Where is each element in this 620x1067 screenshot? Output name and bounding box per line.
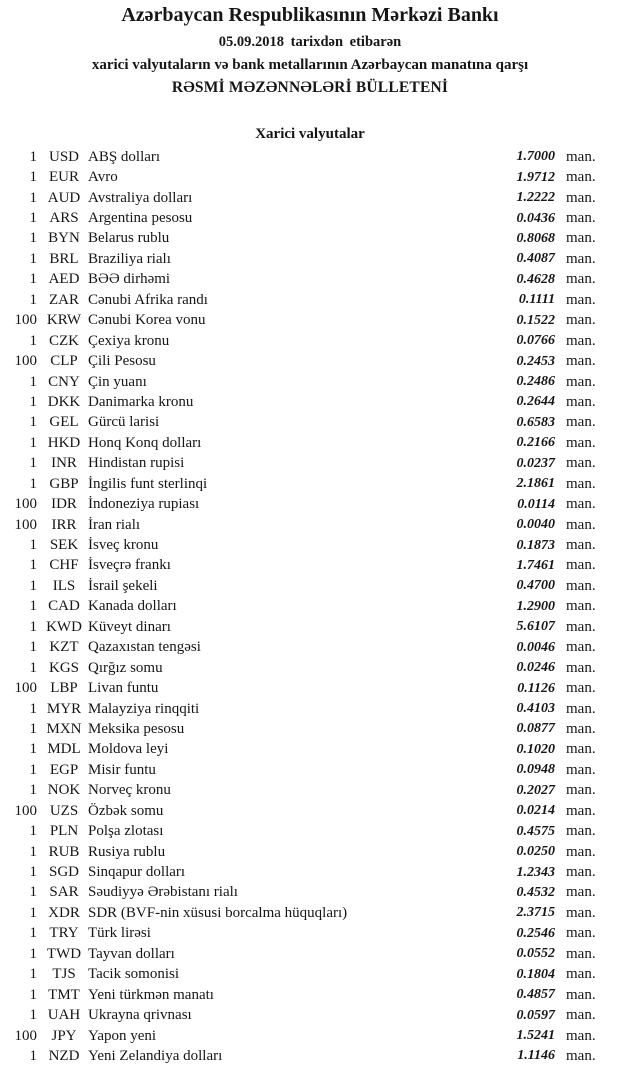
- unit-label: man.: [566, 782, 596, 799]
- currency-quantity: 1: [29, 332, 37, 349]
- rate-row: [0, 494, 620, 514]
- currency-name: Misir funtu: [88, 761, 156, 778]
- currency-code: BRL: [49, 250, 79, 267]
- currency-code: PLN: [49, 823, 79, 840]
- unit-label: man.: [566, 802, 596, 819]
- unit-label: man.: [566, 291, 596, 308]
- unit-label: man.: [566, 925, 596, 942]
- exchange-rate: 0.6583: [516, 414, 555, 430]
- currency-quantity: 1: [29, 659, 37, 676]
- currency-name: İran rialı: [88, 516, 141, 533]
- unit-label: man.: [566, 720, 596, 737]
- currency-quantity: 1: [29, 455, 37, 472]
- currency-quantity: 100: [14, 496, 37, 513]
- currency-code: MXN: [46, 720, 82, 737]
- rate-row: [0, 1005, 620, 1025]
- unit-label: man.: [566, 966, 596, 983]
- rate-row: [0, 249, 620, 269]
- rate-row: [0, 1026, 620, 1046]
- currency-quantity: 1: [29, 414, 37, 431]
- exchange-rate: 0.4575: [516, 823, 555, 839]
- currency-code: IRR: [51, 516, 77, 533]
- rates-table: [0, 147, 620, 1067]
- currency-quantity: 1: [29, 925, 37, 942]
- currency-quantity: 1: [29, 864, 37, 881]
- currency-code: GEL: [49, 414, 79, 431]
- unit-label: man.: [566, 169, 596, 186]
- currency-quantity: 100: [14, 312, 37, 329]
- currency-name: Braziliya rialı: [88, 250, 171, 267]
- rate-row: [0, 515, 620, 535]
- currency-code: BYN: [48, 230, 80, 247]
- unit-label: man.: [566, 864, 596, 881]
- unit-label: man.: [566, 557, 596, 574]
- currency-code: ZAR: [49, 291, 79, 308]
- currency-name: Kanada dolları: [88, 598, 177, 615]
- currency-code: TWD: [46, 945, 82, 962]
- exchange-rate: 1.5241: [516, 1028, 555, 1044]
- currency-code: EGP: [49, 761, 79, 778]
- currency-code: ARS: [49, 210, 79, 227]
- currency-name: Yeni türkmən manatı: [88, 986, 214, 1003]
- currency-name: Cənubi Afrika randı: [88, 291, 208, 308]
- exchange-rate: 0.2453: [516, 353, 555, 369]
- currency-quantity: 1: [29, 639, 37, 656]
- rate-row: [0, 1046, 620, 1066]
- section-title-foreign-currencies: Xarici valyutalar: [255, 126, 365, 142]
- currency-quantity: 1: [29, 210, 37, 227]
- rate-row: [0, 801, 620, 821]
- exchange-rate: 0.0552: [516, 946, 555, 962]
- currency-code: CHF: [49, 557, 79, 574]
- exchange-rate: 0.0214: [516, 803, 555, 819]
- currency-name: Çin yuanı: [88, 373, 147, 390]
- unit-label: man.: [566, 148, 596, 165]
- currency-code: AED: [48, 271, 80, 288]
- unit-label: man.: [566, 393, 596, 410]
- unit-label: man.: [566, 843, 596, 860]
- currency-code: CLP: [50, 353, 78, 370]
- rate-row: [0, 903, 620, 923]
- unit-label: man.: [566, 516, 596, 533]
- rate-row: [0, 372, 620, 392]
- currency-code: INR: [51, 455, 77, 472]
- currency-name: Avro: [88, 169, 118, 186]
- unit-label: man.: [566, 434, 596, 451]
- rate-row: [0, 167, 620, 187]
- currency-quantity: 1: [29, 741, 37, 758]
- currency-quantity: 1: [29, 945, 37, 962]
- currency-quantity: 1: [29, 720, 37, 737]
- rate-row: [0, 535, 620, 555]
- currency-code: CZK: [49, 332, 79, 349]
- currency-name: Moldova leyi: [88, 741, 169, 758]
- currency-quantity: 1: [29, 373, 37, 390]
- exchange-rate: 1.1146: [517, 1048, 555, 1064]
- rate-row: [0, 924, 620, 944]
- currency-code: JPY: [51, 1027, 77, 1044]
- currency-quantity: 100: [14, 1027, 37, 1044]
- currency-code: LBP: [50, 680, 78, 697]
- currency-code: ILS: [52, 577, 76, 594]
- exchange-rate: 5.6107: [516, 619, 555, 635]
- currency-code: CNY: [48, 373, 80, 390]
- unit-label: man.: [566, 271, 596, 288]
- rate-row: [0, 229, 620, 249]
- currency-name: Polşa zlotası: [88, 823, 164, 840]
- currency-name: SDR (BVF-nin xüsusi borcalma hüquqları): [88, 904, 348, 921]
- currency-code: DKK: [47, 393, 81, 410]
- currency-quantity: 100: [14, 802, 37, 819]
- currency-name: Türk lirəsi: [88, 925, 151, 942]
- rate-row: [0, 433, 620, 453]
- rate-row: [0, 556, 620, 576]
- currency-quantity: 1: [29, 393, 37, 410]
- currency-code: SEK: [49, 537, 79, 554]
- bulletin-subtitle: xarici valyutaların və bank metallarının Azərbaycan manatına qarşı: [91, 57, 529, 73]
- currency-name: Yapon yeni: [88, 1027, 157, 1044]
- currency-name: Sinqapur dolları: [88, 864, 186, 881]
- currency-code: CAD: [48, 598, 80, 615]
- rate-row: [0, 617, 620, 637]
- currency-code: UZS: [49, 802, 79, 819]
- exchange-rate: 0.4700: [516, 578, 555, 594]
- rate-row: [0, 821, 620, 841]
- rate-row: [0, 699, 620, 719]
- currency-quantity: 1: [29, 700, 37, 717]
- exchange-rate: 0.0040: [516, 517, 555, 533]
- exchange-rate: 0.1873: [516, 537, 555, 553]
- rate-row: [0, 392, 620, 412]
- exchange-rate: 0.8068: [516, 230, 555, 246]
- currency-quantity: 1: [29, 434, 37, 451]
- exchange-rate: 0.4103: [516, 701, 555, 717]
- exchange-rate: 0.2166: [516, 435, 555, 451]
- unit-label: man.: [566, 210, 596, 227]
- currency-quantity: 1: [29, 189, 37, 206]
- currency-name: Cənubi Korea vonu: [88, 312, 206, 329]
- currency-quantity: 1: [29, 148, 37, 165]
- currency-name: Livan funtu: [88, 680, 159, 697]
- currency-quantity: 1: [29, 904, 37, 921]
- currency-quantity: 1: [29, 230, 37, 247]
- unit-label: man.: [566, 455, 596, 472]
- unit-label: man.: [566, 373, 596, 390]
- currency-name: Avstraliya dolları: [88, 189, 193, 206]
- rate-row: [0, 862, 620, 882]
- exchange-rate: 0.2027: [516, 782, 555, 798]
- currency-quantity: 1: [29, 1047, 37, 1064]
- rate-row: [0, 760, 620, 780]
- rate-row: [0, 842, 620, 862]
- exchange-rate: 0.1522: [516, 312, 555, 328]
- unit-label: man.: [566, 884, 596, 901]
- unit-label: man.: [566, 823, 596, 840]
- currency-code: TMT: [48, 986, 80, 1003]
- currency-code: MYR: [46, 700, 82, 717]
- currency-quantity: 1: [29, 843, 37, 860]
- currency-quantity: 100: [14, 353, 37, 370]
- unit-label: man.: [566, 598, 596, 615]
- rate-row: [0, 883, 620, 903]
- rate-row: [0, 719, 620, 739]
- exchange-rate: 0.0877: [516, 721, 555, 737]
- rate-row: [0, 985, 620, 1005]
- unit-label: man.: [566, 741, 596, 758]
- currency-code: KGS: [48, 659, 79, 676]
- unit-label: man.: [566, 189, 596, 206]
- unit-label: man.: [566, 680, 596, 697]
- currency-quantity: 1: [29, 271, 37, 288]
- unit-label: man.: [566, 332, 596, 349]
- currency-name: Argentina pesosu: [88, 210, 193, 227]
- exchange-rate: 0.4628: [516, 271, 555, 287]
- currency-quantity: 1: [29, 291, 37, 308]
- currency-name: Meksika pesosu: [88, 720, 185, 737]
- currency-code: TJS: [52, 966, 76, 983]
- currency-quantity: 1: [29, 475, 37, 492]
- currency-name: Tayvan dolları: [88, 945, 175, 962]
- unit-label: man.: [566, 537, 596, 554]
- currency-name: İngilis funt sterlinqi: [88, 475, 208, 492]
- exchange-rate: 0.1126: [517, 680, 555, 696]
- currency-code: KWD: [46, 618, 82, 635]
- unit-label: man.: [566, 945, 596, 962]
- currency-name: Hindistan rupisi: [88, 455, 185, 472]
- currency-code: EUR: [49, 169, 79, 186]
- currency-name: Küveyt dinarı: [88, 618, 171, 635]
- unit-label: man.: [566, 312, 596, 329]
- unit-label: man.: [566, 250, 596, 267]
- currency-name: BƏƏ dirhəmi: [88, 271, 171, 288]
- exchange-rate: 0.0246: [516, 660, 555, 676]
- rate-row: [0, 740, 620, 760]
- currency-name: Gürcü larisi: [88, 414, 160, 431]
- bulletin-title: RƏSMİ MƏZƏNNƏLƏRİ BÜLLETENİ: [171, 79, 449, 96]
- currency-name: İndoneziya rupiası: [88, 496, 200, 513]
- exchange-rate: 1.7461: [516, 557, 555, 573]
- rate-row: [0, 597, 620, 617]
- currency-code: NOK: [47, 782, 81, 799]
- rate-row: [0, 351, 620, 371]
- currency-quantity: 1: [29, 986, 37, 1003]
- currency-name: Honq Konq dolları: [88, 434, 202, 451]
- currency-quantity: 1: [29, 618, 37, 635]
- currency-quantity: 1: [29, 577, 37, 594]
- rate-row: [0, 965, 620, 985]
- currency-code: KZT: [49, 639, 79, 656]
- currency-quantity: 1: [29, 761, 37, 778]
- rate-row: [0, 576, 620, 596]
- currency-code: MDL: [47, 741, 81, 758]
- currency-name: Çili Pesosu: [88, 353, 156, 370]
- unit-label: man.: [566, 475, 596, 492]
- currency-quantity: 1: [29, 169, 37, 186]
- exchange-rate: 1.7000: [516, 149, 555, 165]
- currency-name: Yeni Zelandiya dolları: [88, 1047, 223, 1064]
- unit-label: man.: [566, 577, 596, 594]
- unit-label: man.: [566, 353, 596, 370]
- exchange-rate: 1.2900: [516, 598, 555, 614]
- rate-row: [0, 638, 620, 658]
- unit-label: man.: [566, 659, 596, 676]
- exchange-rate: 0.2546: [516, 925, 555, 941]
- exchange-rate: 0.4532: [516, 884, 555, 900]
- currency-code: SAR: [49, 884, 79, 901]
- unit-label: man.: [566, 986, 596, 1003]
- exchange-rate: 0.0766: [516, 333, 555, 349]
- currency-name: Səudiyyə Ərəbistanı rialı: [88, 884, 238, 901]
- rate-row: [0, 311, 620, 331]
- currency-code: UAH: [47, 1007, 81, 1024]
- exchange-rate: 0.0250: [516, 844, 555, 860]
- exchange-rate: 0.0948: [516, 762, 555, 778]
- currency-code: NZD: [48, 1047, 80, 1064]
- rate-row: [0, 944, 620, 964]
- effective-date-line: 05.09.2018 tarixdən etibarən: [218, 34, 402, 50]
- currency-code: IDR: [51, 496, 77, 513]
- exchange-rate: 0.0046: [516, 639, 555, 655]
- exchange-rate: 0.4087: [516, 251, 555, 267]
- unit-label: man.: [566, 230, 596, 247]
- currency-name: Ukrayna qrivnası: [88, 1007, 192, 1024]
- rate-row: [0, 454, 620, 474]
- currency-name: Qazaxıstan tengəsi: [88, 639, 201, 656]
- currency-quantity: 1: [29, 782, 37, 799]
- rate-row: [0, 331, 620, 351]
- exchange-rate: 0.1020: [516, 741, 555, 757]
- rate-row: [0, 474, 620, 494]
- currency-quantity: 1: [29, 966, 37, 983]
- currency-quantity: 100: [14, 516, 37, 533]
- exchange-rate: 1.2222: [516, 190, 555, 206]
- currency-name: İsrail şekeli: [88, 577, 158, 594]
- currency-code: KRW: [46, 312, 82, 329]
- currency-code: XDR: [48, 904, 80, 921]
- currency-quantity: 1: [29, 250, 37, 267]
- unit-label: man.: [566, 618, 596, 635]
- exchange-rate: 0.1111: [518, 292, 555, 308]
- currency-name: Danimarka kronu: [88, 393, 194, 410]
- currency-name: Malayziya rinqqiti: [88, 700, 200, 717]
- unit-label: man.: [566, 496, 596, 513]
- currency-quantity: 1: [29, 884, 37, 901]
- rate-row: [0, 781, 620, 801]
- currency-code: TRY: [49, 925, 79, 942]
- currency-quantity: 1: [29, 557, 37, 574]
- currency-quantity: 1: [29, 598, 37, 615]
- rate-row: [0, 147, 620, 167]
- currency-name: Tacik somonisi: [88, 966, 180, 983]
- currency-name: Çexiya kronu: [88, 332, 170, 349]
- rate-row: [0, 413, 620, 433]
- rate-row: [0, 188, 620, 208]
- exchange-rate: 0.2486: [516, 374, 555, 390]
- unit-label: man.: [566, 1007, 596, 1024]
- currency-quantity: 1: [29, 823, 37, 840]
- bulletin-header: [0, 0, 620, 97]
- currency-code: SGD: [48, 864, 79, 881]
- currency-code: GBP: [49, 475, 79, 492]
- unit-label: man.: [566, 1027, 596, 1044]
- unit-label: man.: [566, 1047, 596, 1064]
- rate-row: [0, 658, 620, 678]
- currency-quantity: 100: [14, 680, 37, 697]
- exchange-rate: 0.0114: [517, 496, 555, 512]
- rate-row: [0, 270, 620, 290]
- bank-name-title: Azərbaycan Respublikasının Mərkəzi Bankı: [121, 4, 499, 26]
- exchange-rate: 2.3715: [516, 905, 555, 921]
- currency-code: RUB: [48, 843, 80, 860]
- currency-quantity: 1: [29, 1007, 37, 1024]
- unit-label: man.: [566, 700, 596, 717]
- currency-name: İsveç kronu: [88, 537, 159, 554]
- currency-name: Norveç kronu: [88, 782, 171, 799]
- currency-name: Qırğız somu: [88, 659, 163, 676]
- currency-code: USD: [48, 148, 79, 165]
- exchange-rate: 0.2644: [516, 394, 555, 410]
- exchange-rate: 0.0237: [516, 455, 555, 471]
- exchange-rate: 0.1804: [516, 966, 555, 982]
- rate-row: [0, 678, 620, 698]
- exchange-rate: 0.0597: [516, 1007, 555, 1023]
- exchange-rate: 2.1861: [516, 476, 555, 492]
- currency-code: AUD: [47, 189, 81, 206]
- currency-code: HKD: [47, 434, 81, 451]
- currency-name: İsveçrə frankı: [88, 557, 171, 574]
- exchange-rate: 0.0436: [516, 210, 555, 226]
- currency-name: Belarus rublu: [88, 230, 170, 247]
- rate-row: [0, 290, 620, 310]
- currency-name: ABŞ dolları: [88, 148, 161, 165]
- exchange-rate: 1.9712: [516, 169, 555, 185]
- currency-quantity: 1: [29, 537, 37, 554]
- unit-label: man.: [566, 414, 596, 431]
- exchange-rate: 1.2343: [516, 864, 555, 880]
- currency-name: Rusiya rublu: [88, 843, 166, 860]
- rate-row: [0, 208, 620, 228]
- unit-label: man.: [566, 904, 596, 921]
- unit-label: man.: [566, 639, 596, 656]
- exchange-rate: 0.4857: [516, 987, 555, 1003]
- unit-label: man.: [566, 761, 596, 778]
- currency-name: Özbək somu: [88, 802, 164, 819]
